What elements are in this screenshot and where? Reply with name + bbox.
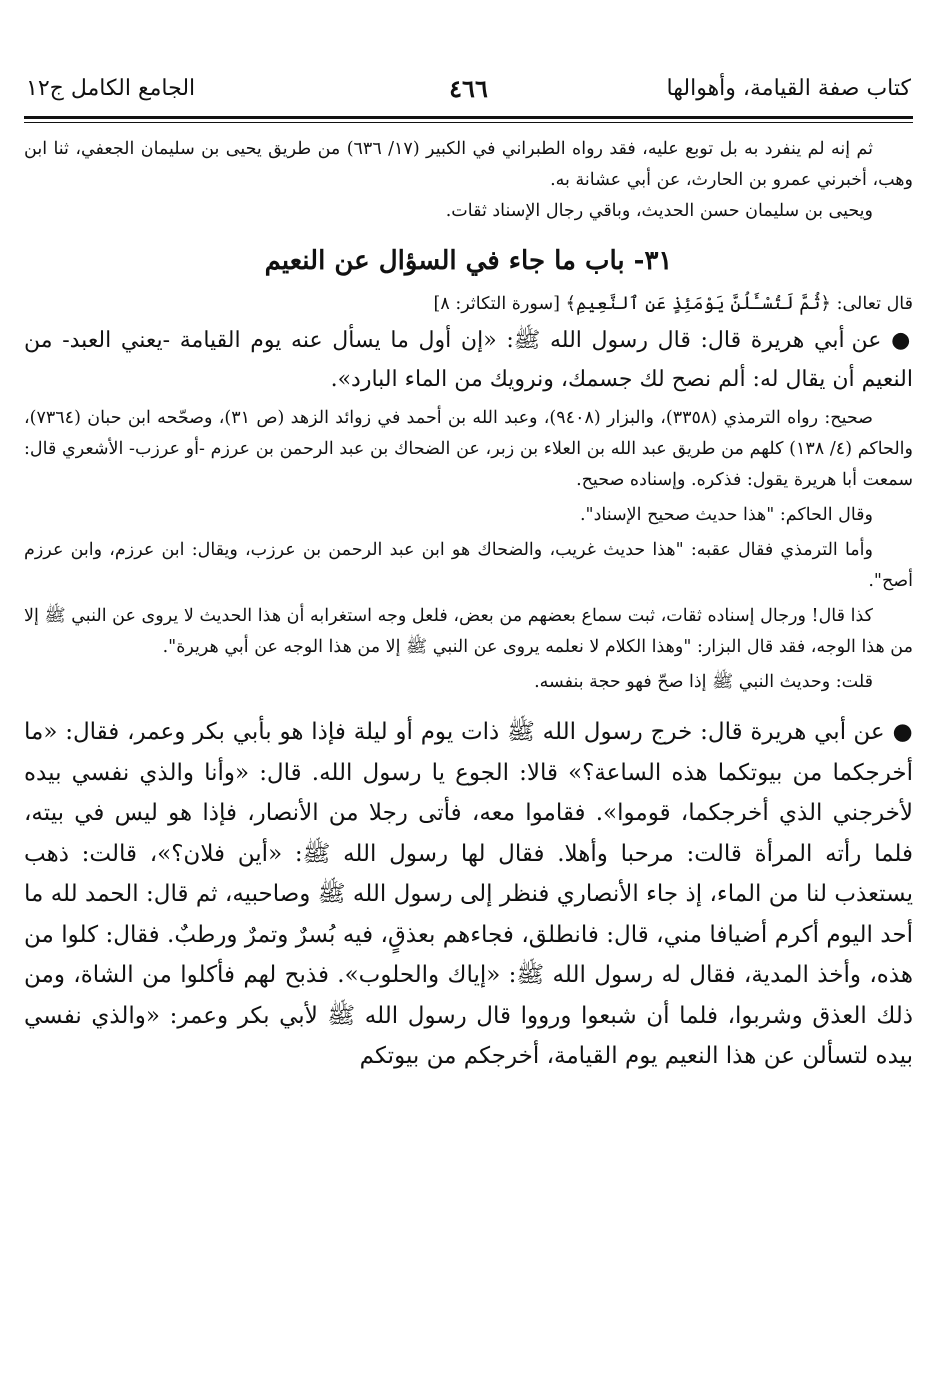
quran-verse-line: [24, 287, 913, 321]
paragraph-yahya: ويحيى بن سليمان حسن الحديث، وباقي رجال الإسناد ثقات.: [445, 201, 873, 221]
verse-reference: [سورة التكاثر: ٨]: [433, 294, 560, 314]
hadith-2: [24, 712, 913, 1077]
hadith-1-text: عن أبي هريرة قال: قال رسول الله ﷺ: «إن أول ما يسأل عنه يوم القيامة -يعني العبد- من النعيم أن يقال له: ألم نصح لك جسمك، ونرويك من الماء البارد».: [24, 328, 913, 392]
book-volume-title: الجامع الكامل ج١٢: [26, 76, 196, 101]
chapter-title: ٣١- باب ما جاء في السؤال عن النعيم: [264, 246, 673, 276]
header-rule-thin: [24, 122, 913, 123]
verse-text: ﴿ثُمَّ لَتُسْـَٔلُنَّ يَوْمَئِذٍ عَنِ ٱلنَّعِيمِ﴾: [565, 293, 831, 314]
verse-intro: قال تعالى:: [836, 294, 913, 314]
header-rule-thick: [24, 116, 913, 119]
qultu-comment: قلت: وحديث النبي ﷺ إذا صحّ فهو حجة بنفسه.: [534, 672, 873, 692]
page-body: [24, 134, 913, 1077]
paragraph-tabarani: ثم إنه لم ينفرد به بل توبع عليه، فقد رواه الطبراني في الكبير (١٧/ ٦٣٦) من طريق يحيى بن سليمان الجعفي، ثنا ابن وهب، أخبرني عمرو بن الحارث، عن أبي عشانة به.: [24, 139, 913, 190]
tirmidhi-comment: وأما الترمذي فقال عقبه: "هذا حديث غريب، والضحاك هو ابن عبد الرحمن بن عرزب، ويقال: ابن عرزم، وابن عرزم أصح".: [24, 540, 913, 591]
hakim-comment: وقال الحاكم: "هذا حديث صحيح الإسناد".: [579, 505, 873, 525]
book-section-title: كتاب صفة القيامة، وأهوالها: [666, 76, 911, 101]
bullet-icon: ●: [891, 327, 913, 353]
bullet-icon: ●: [892, 718, 913, 745]
page-number: ٤٦٦: [449, 74, 488, 103]
hadith-2-text: عن أبي هريرة قال: خرج رسول الله ﷺ ذات يوم أو ليلة فإذا هو بأبي بكر وعمر، فقال: «ما أخرجكما من بيوتكما هذه الساعة؟» قالا: الجوع يا رسول الله. قال: «وأنا والذي نفسي بيده لأخرجني الذي أخرجكما، قوموا». فقاموا معه، فأتى رجلا من الأنصار، فإذا هو ليس في بيته، فلما رأته المرأة قالت: مرحبا وأهلا. فقال لها رسول الله ﷺ: «أين فلان؟»، قالت: ذهب يستعذب لنا من الماء، إذ جاء الأنصاري فنظر إلى رسول الله ﷺ وصاحبيه، ثم قال: الحمد لله ما أحد اليوم أكرم أضيافا مني، قال: فانطلق، فجاءهم بعذقٍ، فيه بُسرٌ وتمرٌ ورطبٌ. فقال: كلوا من هذه، وأخذ المدية، فقال له رسول الله ﷺ: «إياك والحلوب». فذبح لهم فأكلوا من الشاة، ومن ذلك العذق وشربوا، فلما أن شبعوا ورووا قال رسول الله ﷺ لأبي بكر وعمر: «والذي نفسي بيده لتسألن عن هذا النعيم يوم القيامة، أخرجكم من بيوتكم: [24, 719, 913, 1069]
author-comment: كذا قال! ورجال إسناده ثقات، ثبت سماع بعضهم من بعض، فلعل وجه استغرابه أن هذا الحديث لا يروى عن النبي ﷺ إلا من هذا الوجه، فقد قال البزار: "وهذا الكلام لا نعلمه يروى عن النبي ﷺ إلا من هذا الوجه عن أبي هريرة".: [24, 606, 913, 657]
hadith-1: [24, 321, 913, 399]
page-header: [26, 72, 911, 112]
takhrij-1: صحيح: رواه الترمذي (٣٣٥٨)، والبزار (٩٤٠٨)، وعبد الله بن أحمد في زوائد الزهد (ص ٣١)، وصحّحه ابن حبان (٧٣٦٤)، والحاكم (٤/ ١٣٨) كلهم من طريق عبد الله بن العلاء بن زبر، عن الضحاك بن عبد الرحمن بن عرزم -أو عرزب- الأشعري قال: سمعت أبا هريرة يقول: فذكره. وإسناده صحيح.: [24, 408, 913, 490]
